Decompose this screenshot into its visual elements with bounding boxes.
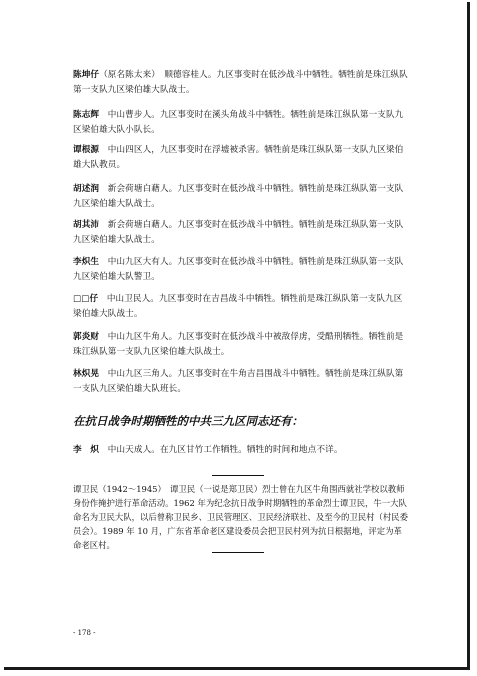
martyr-name: 陈坤仔 — [73, 70, 100, 80]
divider — [212, 475, 264, 476]
martyr-entry — [73, 443, 411, 458]
martyr-description: 中山卫民人。九区事变时在吉昌战斗中牺牲。牺牲前是珠江纵队第一支队九区梁伯雄大队战士。 — [73, 294, 403, 319]
martyr-description: （原名陈太来） 顺德容桂人。九区事变时在低沙战斗中牺牲。牺牲前是珠江纵队第一支队九区梁伯雄大队战士。 — [73, 70, 408, 95]
martyr-entry — [73, 182, 411, 212]
martyr-name: 谭根源 — [73, 145, 100, 155]
footnote: 谭卫民（1942～1945） 谭卫民（一说是郑卫民）烈士曾在九区牛角围西就社学校以教师身份作掩护进行革命活动。1962 年为纪念抗日战争时期牺牲的革命烈士谭卫民，牛一大队命名为卫民大队，以后曾称卫民乡、卫民管理区、卫民经济联社、及至今的卫民村（村民委员会）。1989 年 10 月，广东省革命老区建设委员会把卫民村列为抗日根据地，评定为革命老区村。 — [73, 484, 408, 550]
martyr-name: 郭炎财 — [73, 332, 100, 342]
martyr-name: 李 炽 — [73, 445, 100, 455]
martyr-entry — [73, 292, 411, 322]
martyr-entry — [73, 218, 411, 248]
page-number: - 178 - — [73, 629, 96, 637]
martyr-name: 陈志辉 — [73, 110, 100, 120]
martyr-entry — [73, 367, 411, 397]
martyr-entry — [73, 255, 411, 285]
martyr-description: 中山天成人。在九区甘竹工作牺牲。牺牲的时间和地点不详。 — [99, 445, 343, 455]
martyr-name: 胡述润 — [73, 184, 100, 194]
martyr-description: 新会荷塘白藉人。九区事变时在低沙战斗中牺牲。牺牲前是珠江纵队第一支队九区梁伯雄大队战士。 — [73, 220, 404, 245]
divider — [212, 552, 264, 553]
martyr-entry — [73, 108, 411, 138]
martyr-name: 林炽晃 — [73, 369, 100, 379]
martyr-description: 新会荷塘白藉人。九区事变时在低沙战斗中牺牲。牺牲前是珠江纵队第一支队九区梁伯雄大队战士。 — [73, 184, 404, 209]
section-heading: 在抗日战争时期牺牲的中共三九区同志还有： — [73, 414, 303, 428]
martyr-name: 李炽生 — [73, 257, 100, 267]
martyr-description: 中山曹步人。九区事变时在溪头角战斗中牺牲。牺牲前是珠江纵队第一支队九区梁伯雄大队小队长。 — [73, 110, 404, 135]
martyr-entry — [73, 68, 411, 98]
martyr-description: 中山四区人，九区事变时在浮墟被杀害。牺牲前是珠江纵队第一支队九区梁伯雄大队教员。 — [73, 145, 404, 170]
martyr-description: 中山九区大有人。九区事变时在低沙战斗中牺牲。牺牲前是珠江纵队第一支队九区梁伯雄大队警卫。 — [73, 257, 404, 282]
martyr-entry — [73, 330, 411, 360]
martyr-description: 中山九区牛角人。九区事变时在低沙战斗中被敌俘虏，受酷刑牺牲。牺牲前是珠江纵队第一支队九区梁伯雄大队战士。 — [73, 332, 404, 357]
martyr-entry — [73, 143, 411, 173]
martyr-name: 胡其沛 — [73, 220, 100, 230]
martyr-name: □□仔 — [73, 294, 99, 304]
martyr-description: 中山九区三角人。九区事变时在牛角吉昌围战斗中牺牲。牺牲前是珠江纵队第一支队九区梁伯雄大队班长。 — [73, 369, 404, 394]
